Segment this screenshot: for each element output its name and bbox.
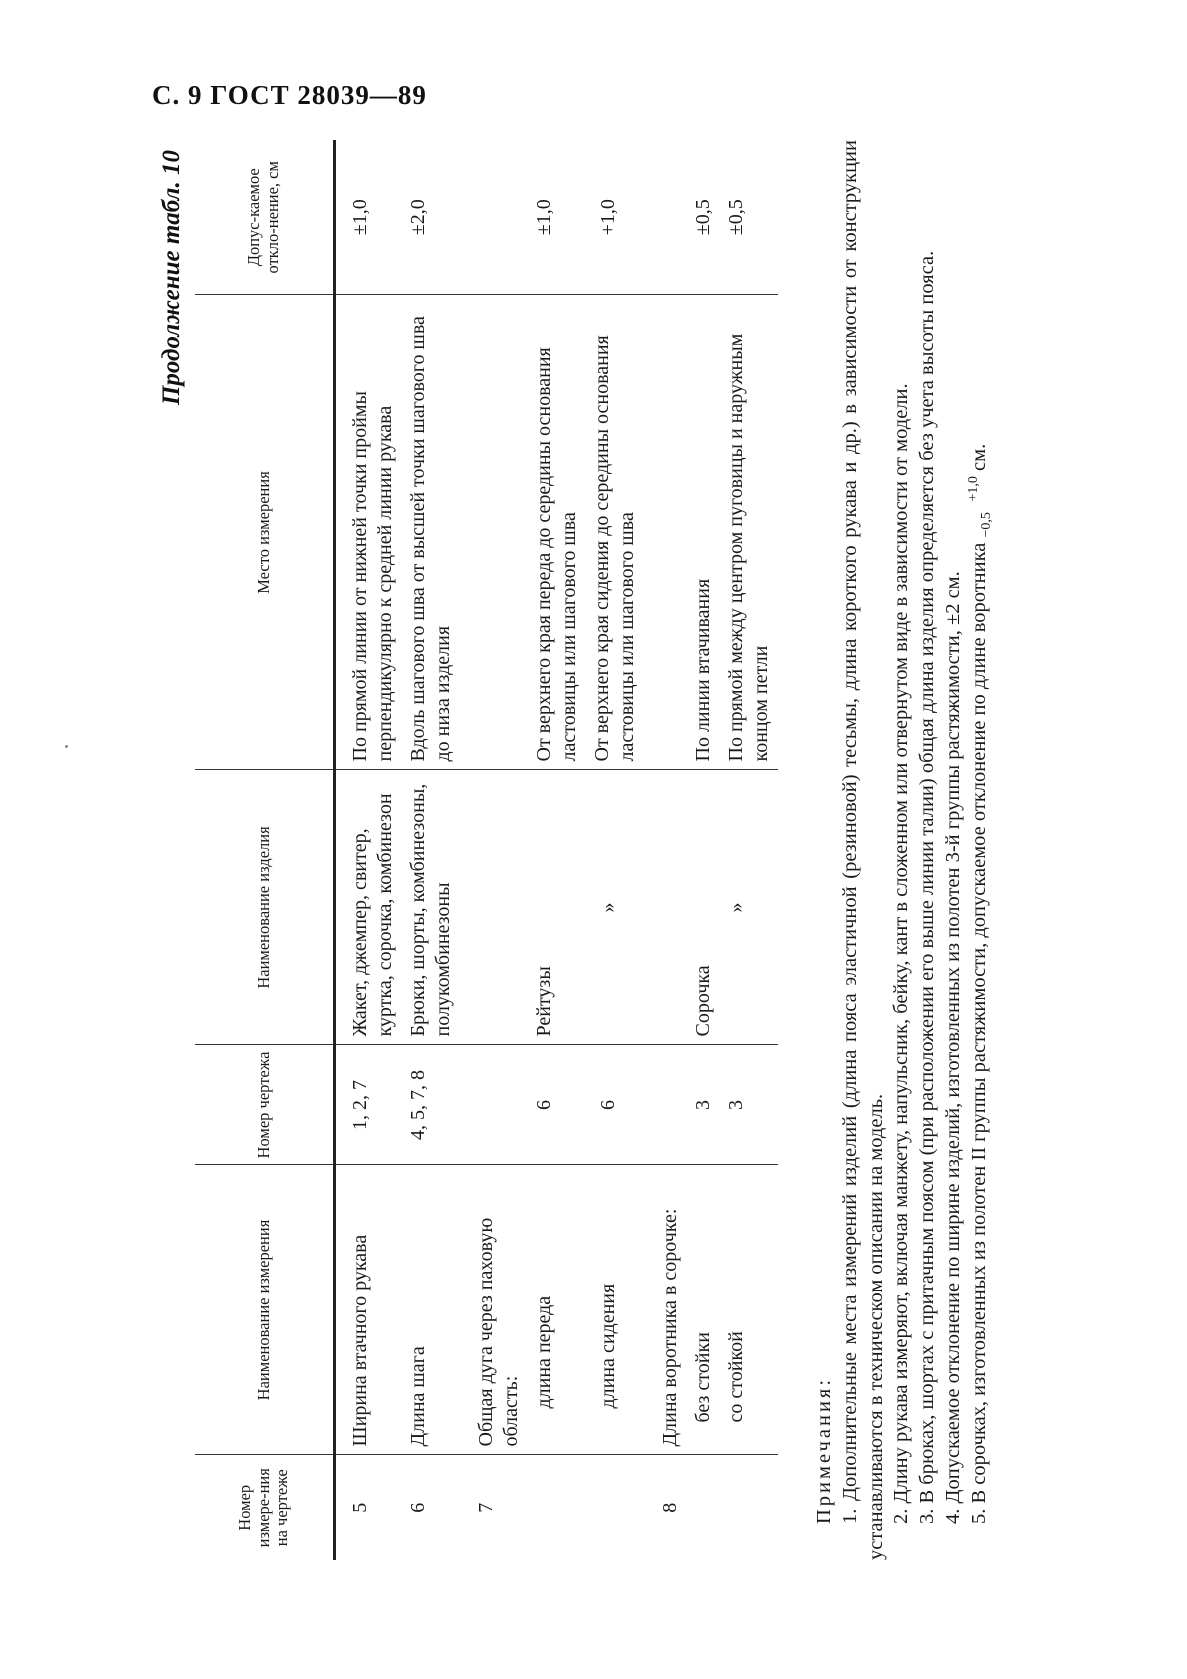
tolerance: ±2,0 bbox=[402, 140, 460, 295]
note-3: 3. В брюках, шортах с притачным поясом (при расположении его выше линии талии) общая длина изделия определяется без учета высоты пояса. bbox=[916, 250, 939, 1524]
measure-number: 6 bbox=[407, 1502, 429, 1513]
col-header-item-name: Наименование изделия bbox=[195, 770, 335, 1045]
drawing-number: 6 bbox=[586, 1045, 644, 1165]
notes-title: Примечания: bbox=[813, 1376, 835, 1524]
measure-number: 5 bbox=[349, 1502, 371, 1513]
measure-name: Длина шага bbox=[402, 1165, 460, 1455]
scan-speck bbox=[65, 745, 68, 748]
drawing-number: 4, 5, 7, 8 bbox=[402, 1045, 460, 1165]
measure-subname: без стойки bbox=[692, 1332, 714, 1423]
item-name: Жакет, джемпер, свитер, куртка, сорочка, комбинезон bbox=[335, 770, 403, 1045]
item-name: Сорочка bbox=[687, 770, 720, 1045]
col-header-measure-number: Номер измере-ния на чертеже bbox=[195, 1455, 335, 1560]
drawing-number: 3 bbox=[720, 1045, 778, 1165]
note-4: 4. Допускаемое отклонение по ширине изделий, изготовленных из полотен 3-й группы растяжимости, ±2 см. bbox=[942, 571, 965, 1524]
item-name: Брюки, шорты, комбинезоны, полукомбинезоны bbox=[402, 770, 460, 1045]
notes-block bbox=[812, 140, 994, 1560]
measure-place: По прямой линии от нижней точки проймы перпендикулярно к средней линии рукава bbox=[335, 295, 403, 770]
note-2: 2. Длину рукава измеряют, включая манжету, напульсник, бейку, кант в сложенном или отвернутом виде в зависимости от модели. bbox=[890, 383, 913, 1524]
note-5-tolerance bbox=[967, 476, 994, 537]
table-row bbox=[586, 140, 644, 1560]
measure-place: По прямой между центром пуговицы и наружным концом петли bbox=[720, 295, 778, 770]
drawing-number: 6 bbox=[528, 1045, 586, 1165]
note-5-text: 5. В сорочках, изготовленных из полотен II группы растяжимости, допускаемое отклонение по длине воротника bbox=[967, 542, 990, 1524]
measure-name: Общая дуга через паховую область: bbox=[460, 1165, 528, 1455]
col-header-measure-name: Наименование измерения bbox=[195, 1165, 335, 1455]
tolerance: ±0,5 bbox=[720, 140, 778, 295]
tolerance: ±0,5 bbox=[687, 140, 720, 295]
table-caption: Продолжение табл. 10 bbox=[158, 150, 185, 406]
col-header-measure-place: Место измерения bbox=[195, 295, 335, 770]
table-row bbox=[528, 140, 586, 1560]
note-1: 1. Дополнительные места измерений изделий (длина пояса эластичной (резиновой) тесьмы, длина короткого рукава и др.) в зависимости от конструкции устанавливаются в техническом описании на модель. bbox=[838, 140, 887, 1560]
drawing-number: 3 bbox=[687, 1045, 720, 1165]
item-name: » bbox=[586, 770, 644, 1045]
table-row bbox=[720, 140, 778, 1560]
measure-name: Длина воротника в сорочке: bbox=[644, 1165, 687, 1455]
measure-place: От верхнего края переда до середины основания ластовицы или шагового шва bbox=[528, 295, 586, 770]
measurements-table bbox=[195, 140, 778, 1560]
col-header-tolerance: Допус-каемое откло-нение, см bbox=[195, 140, 335, 295]
tolerance: +1,0 bbox=[586, 140, 644, 295]
measure-number: 7 bbox=[475, 1502, 497, 1513]
note-5-unit: см. bbox=[967, 443, 990, 471]
table-row bbox=[335, 140, 403, 1560]
note-5 bbox=[967, 140, 994, 1560]
measure-subname: длина переда bbox=[533, 1295, 555, 1409]
measure-place: От верхнего края сидения до середины основания ластовицы или шагового шва bbox=[586, 295, 644, 770]
note-5-minus: −0,5 bbox=[979, 512, 995, 538]
col-header-drawing-number: Номер чертежа bbox=[195, 1045, 335, 1165]
measure-name: Ширина втачного рукава bbox=[335, 1165, 403, 1455]
table-row bbox=[644, 140, 687, 1560]
drawing-number: 1, 2, 7 bbox=[335, 1045, 403, 1165]
tolerance: ±1,0 bbox=[335, 140, 403, 295]
tolerance: ±1,0 bbox=[528, 140, 586, 295]
table-row bbox=[402, 140, 460, 1560]
measure-subname: длина сидения bbox=[597, 1283, 619, 1409]
note-5-plus: +1,0 bbox=[965, 476, 981, 502]
measure-place: По линии втачивания bbox=[687, 295, 720, 770]
rotated-content bbox=[150, 140, 1065, 1560]
measure-subname: со стойкой bbox=[725, 1331, 747, 1423]
measure-place: Вдоль шагового шва от высшей точки шагового шва до низа изделия bbox=[402, 295, 460, 770]
measure-number: 8 bbox=[659, 1502, 681, 1513]
table-header-row bbox=[195, 140, 335, 1560]
table-row bbox=[687, 140, 720, 1560]
table-row bbox=[460, 140, 528, 1560]
page-header: С. 9 ГОСТ 28039—89 bbox=[152, 80, 427, 110]
item-name: Рейтузы bbox=[528, 770, 586, 1045]
item-name: » bbox=[720, 770, 778, 1045]
